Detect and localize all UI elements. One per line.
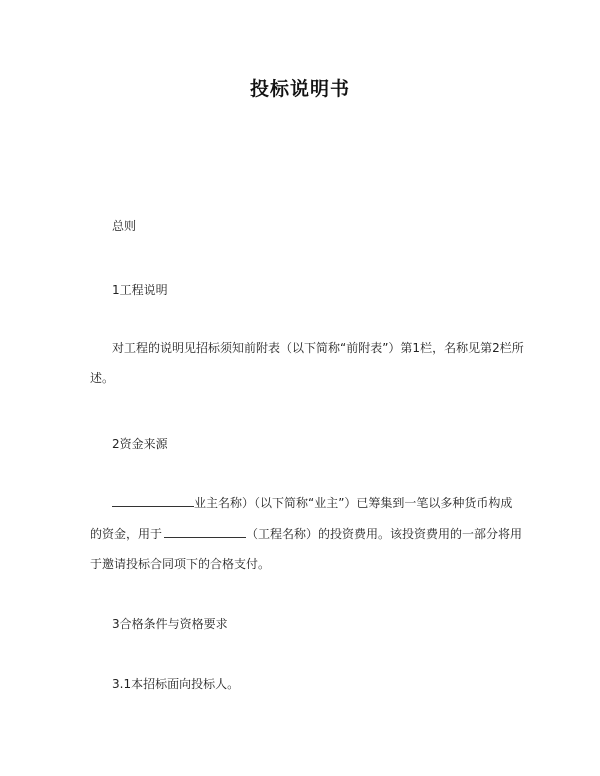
section-3-1-text: 3.1本招标面向投标人。 — [112, 677, 240, 691]
section-1-body-line2: 述。 — [90, 371, 115, 385]
section-1-body-line1: 对工程的说明见招标须知前附表（以下简称“前附表”）第1栏，名称见第2栏所 — [112, 341, 524, 355]
section-general-heading: 总则 — [112, 219, 137, 233]
blank-project-name — [164, 526, 246, 538]
section-2-heading: 2资金来源 — [112, 437, 168, 451]
section-2-body-line3: 于邀请投标合同项下的合格支付。 — [90, 557, 271, 571]
document-title: 投标说明书 — [249, 78, 350, 100]
section-3-heading: 3合格条件与资格要求 — [112, 617, 228, 631]
section-2-line1-text: 业主名称）（以下简称“业主”）已筹集到一笔以多种货币构成 — [194, 496, 513, 510]
section-1-heading: 1工程说明 — [112, 283, 168, 297]
section-2-body-line2 — [90, 526, 522, 541]
section-2-line2-prefix: 的资金，用于 — [90, 527, 163, 541]
section-2-body-line1 — [112, 495, 512, 510]
blank-owner-name — [112, 495, 194, 507]
section-2-line2-suffix: （工程名称）的投资费用。该投资费用的一部分将用 — [246, 527, 523, 541]
